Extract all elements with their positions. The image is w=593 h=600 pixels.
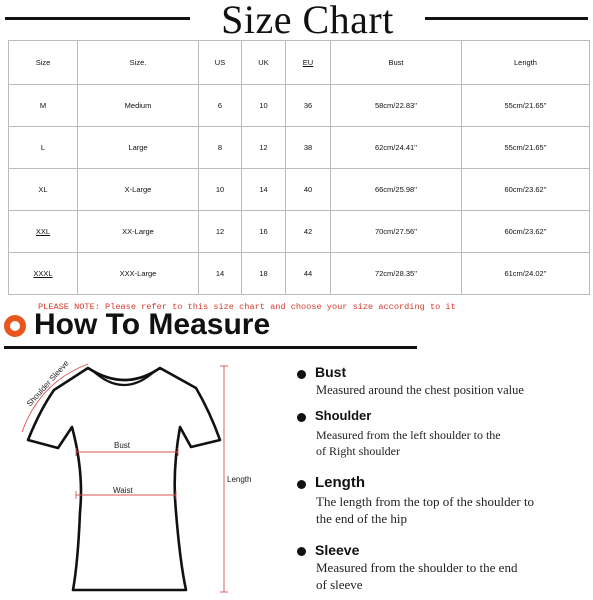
table-cell: X-Large — [78, 169, 199, 211]
column-header: Size — [9, 41, 78, 85]
table-cell: 60cm/23.62'' — [462, 211, 590, 253]
bullet-icon — [297, 370, 306, 379]
table-cell: 55cm/21.65'' — [462, 127, 590, 169]
measure-desc: the end of the hip — [316, 511, 407, 526]
column-header: UK — [242, 41, 286, 85]
bullet-icon — [297, 547, 306, 556]
bullet-icon — [297, 480, 306, 489]
table-cell: 16 — [242, 211, 286, 253]
table-cell: 40 — [286, 169, 331, 211]
measure-desc: Measured from the shoulder to the end — [316, 560, 518, 575]
waist-label: Waist — [113, 486, 133, 495]
table-cell: 44 — [286, 253, 331, 295]
table-row — [9, 211, 590, 253]
table-cell: 8 — [199, 127, 242, 169]
size-table — [8, 40, 590, 295]
table-cell: 38 — [286, 127, 331, 169]
table-cell: 36 — [286, 85, 331, 127]
table-cell: 12 — [242, 127, 286, 169]
measure-desc: Measured from the left shoulder to the — [316, 428, 501, 442]
table-cell: L — [9, 127, 78, 169]
table-cell: 61cm/24.02'' — [462, 253, 590, 295]
measure-name: Length — [315, 474, 365, 491]
tshirt-collar — [92, 370, 156, 385]
size-chart-header — [0, 0, 593, 42]
length-label: Length — [227, 475, 252, 484]
column-header: Bust — [331, 41, 462, 85]
how-to-measure-rule — [4, 346, 417, 349]
table-cell: 12 — [199, 211, 242, 253]
bust-label: Bust — [114, 441, 131, 450]
bullet-icon — [297, 413, 306, 422]
table-cell: XXL — [9, 211, 78, 253]
table-cell: 14 — [242, 169, 286, 211]
table-cell: 42 — [286, 211, 331, 253]
table-cell: 62cm/24.41'' — [331, 127, 462, 169]
table-cell: 10 — [242, 85, 286, 127]
tshirt-outline — [28, 368, 220, 590]
table-cell: XX-Large — [78, 211, 199, 253]
table-cell: 60cm/23.62'' — [462, 169, 590, 211]
table-cell: 14 — [199, 253, 242, 295]
table-cell: 58cm/22.83'' — [331, 85, 462, 127]
column-header: Length — [462, 41, 590, 85]
table-cell: XL — [9, 169, 78, 211]
tshirt-diagram — [0, 352, 270, 600]
table-cell: Large — [78, 127, 199, 169]
column-header: EU — [286, 41, 331, 85]
table-cell: 18 — [242, 253, 286, 295]
shoulder-sleeve-label: Shoulder Sleeve — [24, 358, 71, 409]
table-row — [9, 253, 590, 295]
measure-desc: of Right shoulder — [316, 444, 400, 458]
table-row — [9, 85, 590, 127]
table-cell: XXXL — [9, 253, 78, 295]
table-row — [9, 127, 590, 169]
table-cell: 55cm/21.65'' — [462, 85, 590, 127]
target-circle-icon — [4, 315, 26, 337]
table-cell: XXX-Large — [78, 253, 199, 295]
column-header: US — [199, 41, 242, 85]
table-cell: M — [9, 85, 78, 127]
table-cell: Medium — [78, 85, 199, 127]
measure-desc: The length from the top of the shoulder to — [316, 494, 535, 509]
table-cell: 6 — [199, 85, 242, 127]
title-rule-left — [5, 17, 190, 20]
size-note: PLEASE NOTE: Please refer to this size chart and choose your size according to it — [38, 302, 456, 312]
table-cell: 70cm/27.56'' — [331, 211, 462, 253]
page-title: Size Chart — [221, 0, 394, 42]
table-cell: 10 — [199, 169, 242, 211]
table-cell: 66cm/25.98'' — [331, 169, 462, 211]
table-row — [9, 169, 590, 211]
measure-name: Bust — [315, 364, 347, 380]
measure-desc: Measured around the chest position value — [316, 383, 524, 397]
column-header: Size. — [78, 41, 199, 85]
how-to-measure-title: How To Measure — [34, 308, 271, 341]
measure-name: Sleeve — [315, 542, 360, 558]
table-cell: 72cm/28.35'' — [331, 253, 462, 295]
measure-name: Shoulder — [315, 408, 372, 423]
table-header-row — [9, 41, 590, 85]
title-rule-right — [425, 17, 588, 20]
measure-desc: of sleeve — [316, 577, 363, 592]
